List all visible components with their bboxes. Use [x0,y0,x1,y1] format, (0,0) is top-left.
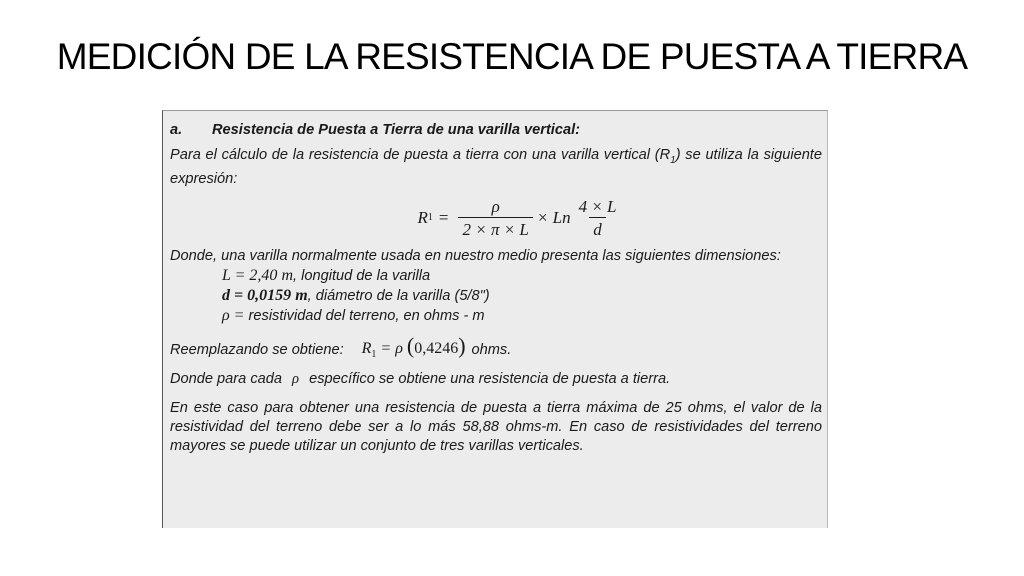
each-rho-line [170,370,822,389]
fraction-2-numerator: 4 × L [578,196,617,216]
length-unit: m [281,266,294,284]
replacement-label: Reemplazando se obtiene: [170,341,344,358]
final-paragraph: En este caso para obtener una resistencia de puesta a tierra máxima de 25 ohms, el valor de la resistividad del terreno debe ser a lo más 58,88 ohms-m. En caso de resistividades del terreno mayores se puede utilizar un conjunto de tres varillas verticales. [170,400,822,455]
fraction-2-denominator: d [589,217,606,239]
each-text-b: específico se obtiene una resistencia de puesta a tierra. [309,371,671,388]
formula-fraction-1 [458,197,532,239]
replacement-unit: ohms. [471,341,512,358]
replacement-lhs: R [361,339,372,357]
formula-times-ln: × Ln [536,208,571,228]
diameter-description: , diámetro de la varilla (5/8") [307,287,490,304]
formula-equals: = [438,208,449,228]
resistivity-description: resistividad del terreno, en ohms - m [248,307,485,324]
slide-title: MEDICIÓN DE LA RESISTENCIA DE PUESTA A TIERRA [56,36,968,77]
replacement-sub: 1 [371,349,377,361]
rho-symbol: ρ [292,371,300,388]
section-title: Resistencia de Puesta a Tierra de una varilla vertical: [212,122,581,138]
section-heading [170,121,822,140]
diameter-unit: m [295,286,308,304]
resistivity-expression: ρ = [222,306,245,324]
document-excerpt [162,110,828,528]
replacement-formula: $R_1 = \rho$ (0,4246) [361,332,466,361]
resistance-formula [220,197,822,239]
intro-paragraph [170,146,822,189]
intro-text-b: ) se utiliza la siguiente expresión: [170,147,822,187]
formula-fraction-2 [575,197,621,239]
intro-subscript: 1 [670,154,676,166]
formula-lhs-sub: 1 [427,212,433,224]
replacement-line [170,332,822,364]
formula-lhs: R [417,208,428,228]
section-number: a. [170,122,183,138]
diameter-expression: d = 0,0159 [222,286,292,304]
fraction-1-numerator: ρ [491,196,500,216]
each-text-a: Donde para cada [170,371,282,388]
length-expression: L = 2,40 [222,266,278,284]
intro-text-a: Para el cálculo de la resistencia de puesta a tierra con una varilla vertical (R [170,147,671,163]
dimension-diameter [222,286,822,306]
replacement-value: 0,4246 [414,339,459,357]
replacement-rhs: = ρ [380,339,403,357]
length-description: , longitud de la varilla [293,267,431,284]
where-paragraph: Donde, una varilla normalmente usada en nuestro medio presenta las siguientes dimensiones: [170,247,781,264]
dimension-length [222,266,822,286]
dimension-resistivity [222,306,822,326]
fraction-1-denominator: 2 × π × L [458,217,532,239]
